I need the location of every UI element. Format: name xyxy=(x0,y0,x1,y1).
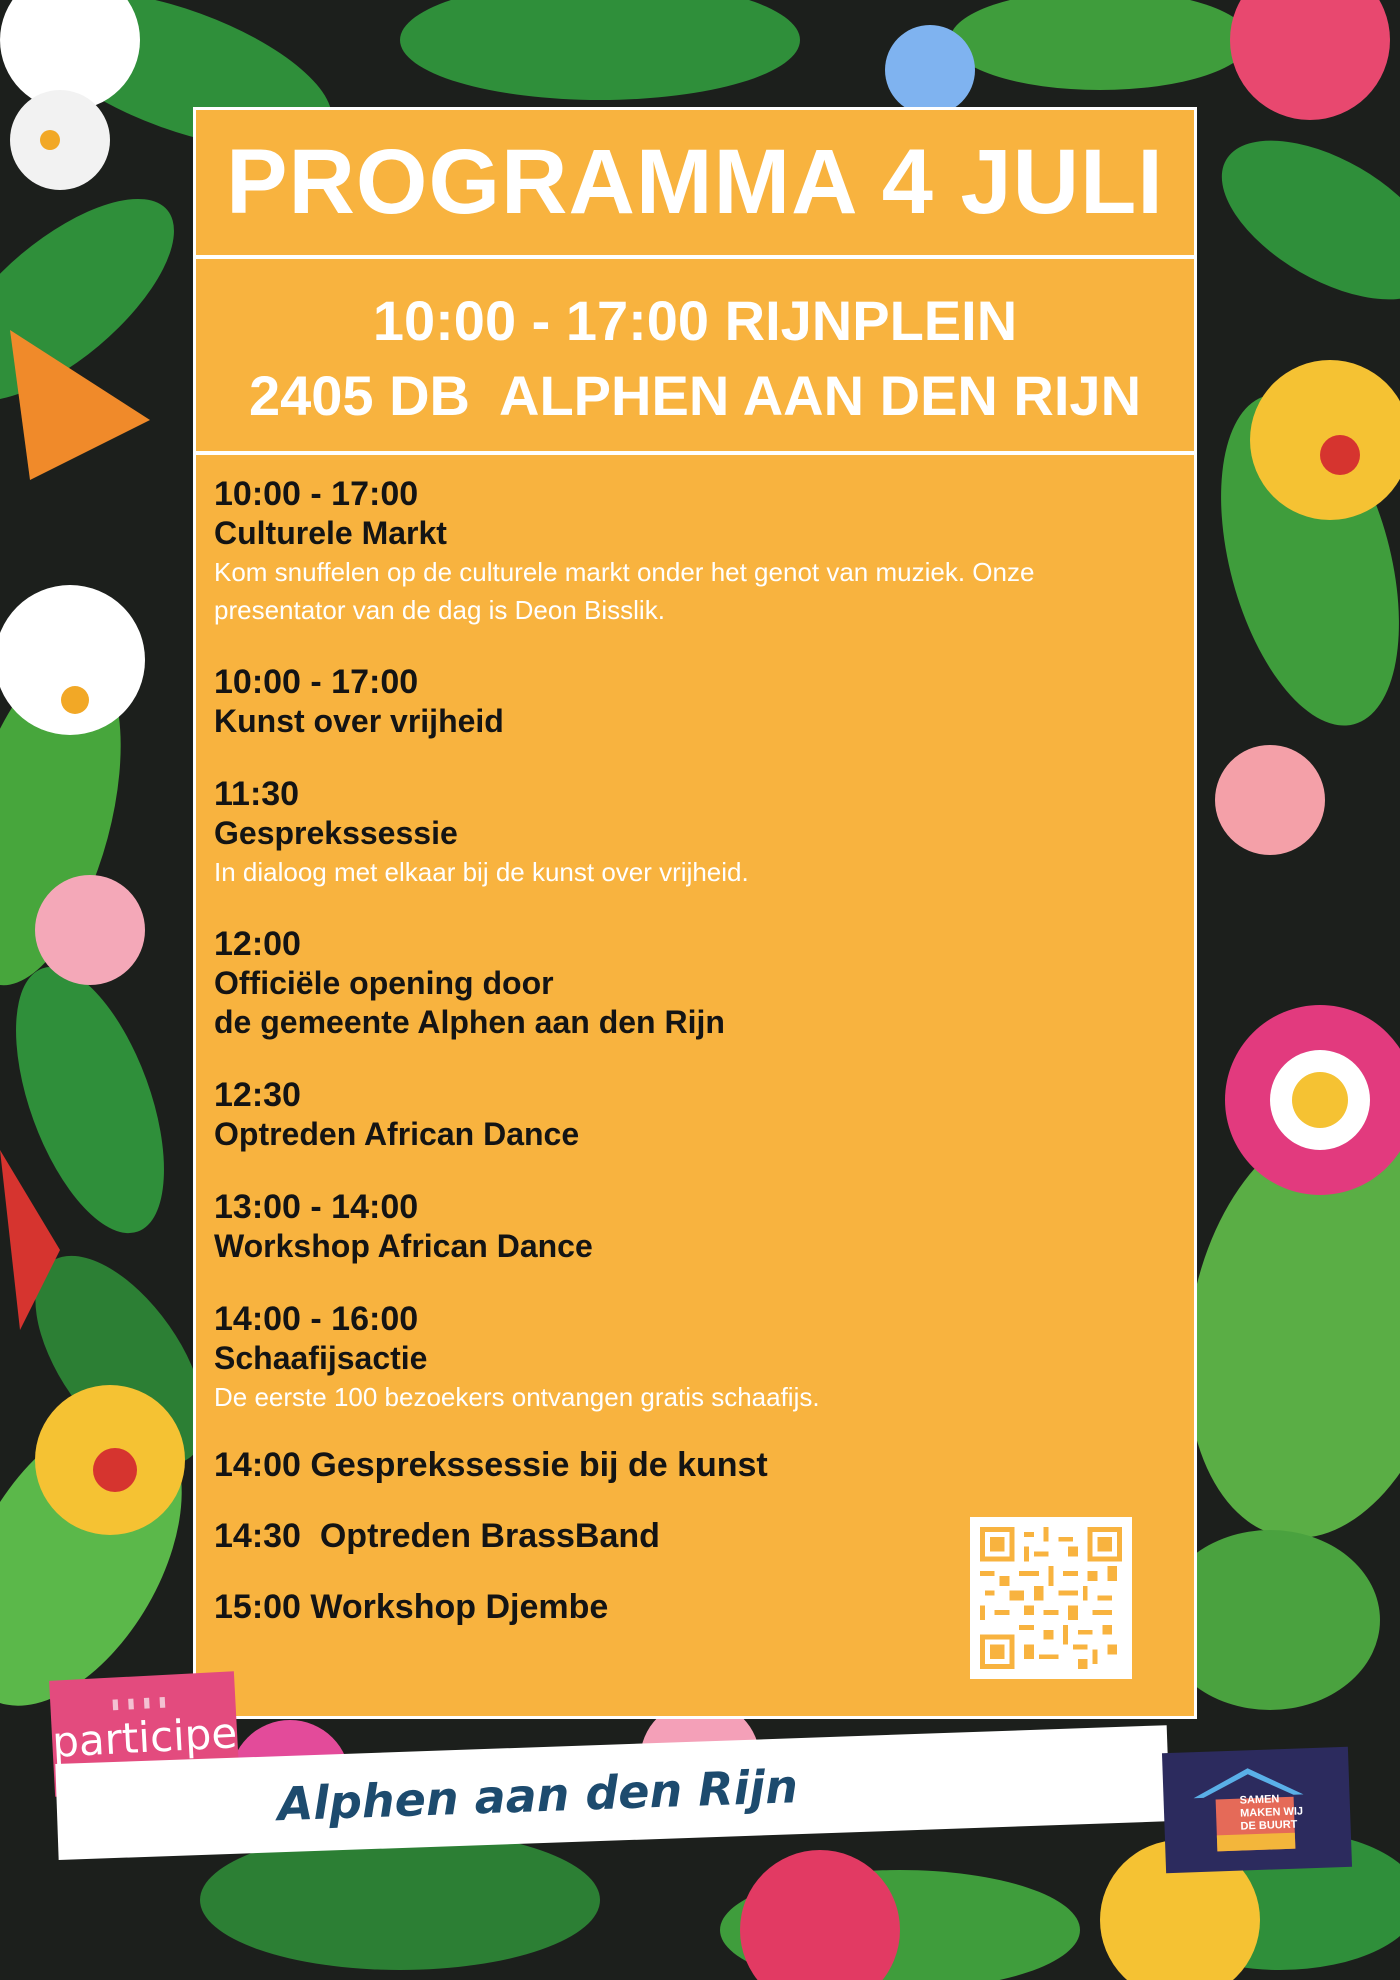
qr-code-icon[interactable] xyxy=(970,1517,1132,1679)
program-item-inline: 15:00 Workshop Djembe xyxy=(214,1588,609,1626)
program-item xyxy=(214,1300,974,1416)
program-item xyxy=(214,663,974,741)
event-time: 14:00 - 16:00 xyxy=(214,1300,419,1338)
program-item-inline: 14:00 Gesprekssessie bij de kunst xyxy=(214,1446,768,1484)
event-title: Kunst over vrijheid xyxy=(214,703,504,739)
program-item xyxy=(214,1188,974,1266)
participe-logo-text: participe xyxy=(50,1707,239,1767)
event-description: De eerste 100 bezoekers ontvangen gratis schaafijs. xyxy=(214,1382,820,1412)
program-panel xyxy=(193,107,1197,1719)
event-title: Gesprekssessie xyxy=(214,815,458,851)
address: 2405 DB ALPHEN AAN DEN RIJN xyxy=(248,364,1142,427)
event-title: Optreden African Dance xyxy=(214,1116,580,1152)
event-time: 12:30 xyxy=(214,1076,301,1114)
event-description: Kom snuffelen op de culturele markt onder het genot van muziek. Onze presentator van de dag is Deon Bisslik. xyxy=(214,557,1035,625)
alphen-aan-den-rijn-logo[interactable]: Alphen aan den Rijn xyxy=(276,1759,799,1832)
event-time: 13:00 - 14:00 xyxy=(214,1188,419,1226)
event-title: Culturele Markt xyxy=(214,515,447,551)
samen-logo-text: SAMEN MAKEN WIJ DE BUURT xyxy=(1239,1793,1304,1833)
logo-dots: ▮▮▮▮ xyxy=(111,1691,175,1712)
title-box xyxy=(196,110,1194,259)
event-title: Schaafijsactie xyxy=(214,1340,428,1376)
event-time: 10:00 - 17:00 xyxy=(214,475,419,513)
event-title: Officiële opening door de gemeente Alphen aan den Rijn xyxy=(214,965,725,1040)
program-item-inline: 14:30 Optreden BrassBand xyxy=(214,1517,660,1555)
program-item xyxy=(214,925,974,1042)
event-time: 10:00 - 17:00 xyxy=(214,663,419,701)
event-title: Workshop African Dance xyxy=(214,1228,593,1264)
event-description: In dialoog met elkaar bij de kunst over vrijheid. xyxy=(214,857,749,887)
event-time: 11:30 xyxy=(214,775,300,813)
samen-maken-wij-de-buurt-logo[interactable] xyxy=(1162,1747,1352,1873)
event-time: 12:00 xyxy=(214,925,301,963)
location-box xyxy=(196,265,1194,455)
program-item xyxy=(214,475,1035,629)
poster-title: PROGRAMMA 4 JULI xyxy=(226,131,1164,233)
program-list xyxy=(214,475,1035,1663)
program-item xyxy=(214,775,974,891)
program-item xyxy=(214,1076,974,1154)
time-location: 10:00 - 17:00 RIJNPLEIN xyxy=(372,289,1018,352)
